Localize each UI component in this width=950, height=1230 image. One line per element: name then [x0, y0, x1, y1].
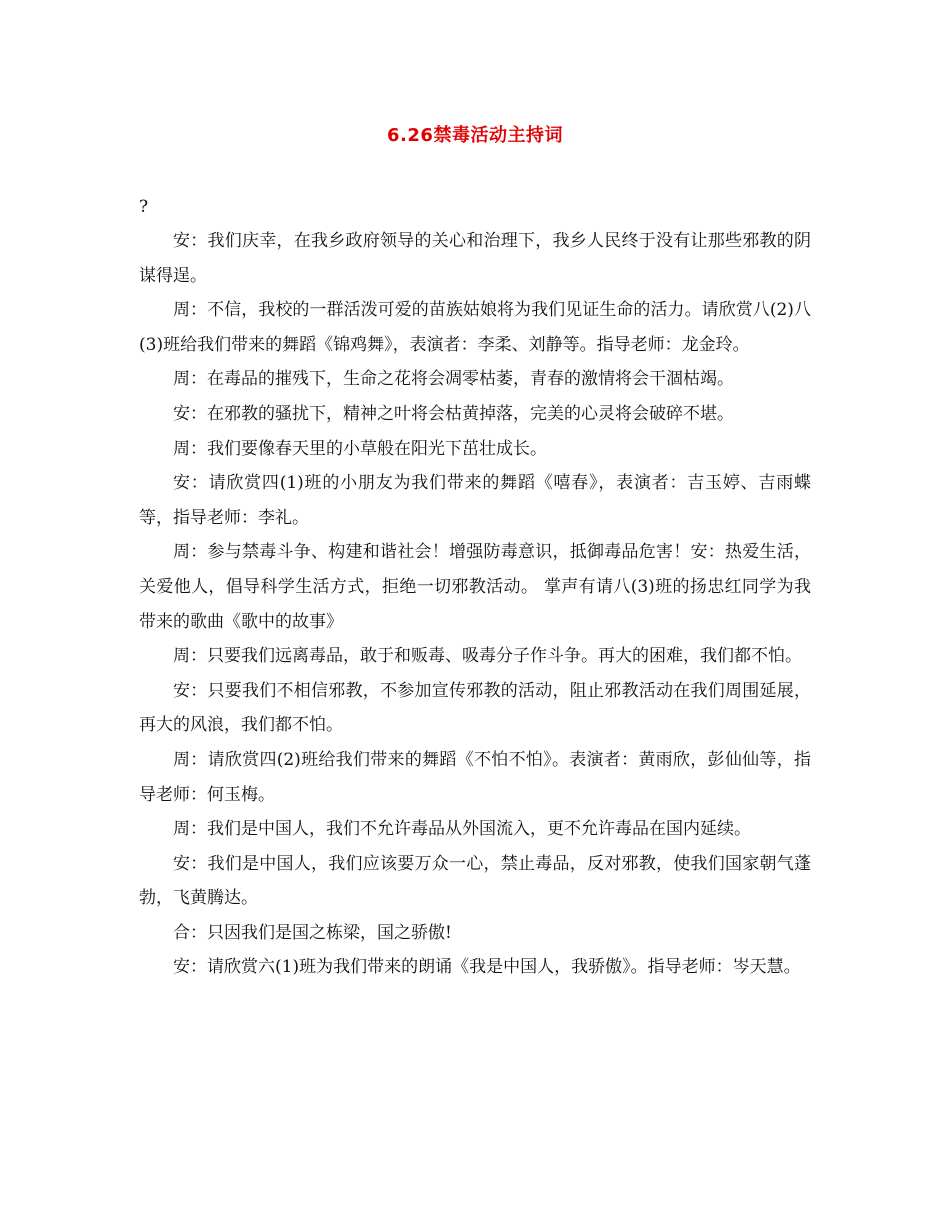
paragraph: 周：在毒品的摧残下，生命之花将会凋零枯萎，青春的激情将会干涸枯竭。 [173, 369, 734, 390]
paragraph: 安：在邪教的骚扰下，精神之叶将会枯黄掉落，完美的心灵将会破碎不堪。 [173, 403, 734, 424]
paragraph: 安：只要我们不相信邪教，不参加宣传邪教的活动，阻止邪教活动在我们周围延展，再大的风浪，我们都不怕。 [139, 680, 811, 736]
paragraph: 周：请欣赏四(2)班给我们带来的舞蹈《不怕不怕》。表演者：黄雨欣，彭仙仙等，指导老师：何玉梅。 [139, 749, 811, 805]
paragraph: 周：参与禁毒斗争、构建和谐社会！增强防毒意识，抵御毒品危害！安：热爱生活，关爱他人，倡导科学生活方式，拒绝一切邪教活动。 掌声有请八(3)班的扬忠红同学为我带来的歌曲《歌中的故事》 [139, 542, 811, 632]
paragraph: 周：我们是中国人，我们不允许毒品从外国流入，更不允许毒品在国内延续。 [173, 819, 751, 840]
paragraph: 周：我们要像春天里的小草般在阳光下茁壮成长。 [173, 438, 547, 459]
paragraph: 安：请欣赏六(1)班为我们带来的朗诵《我是中国人，我骄傲》。指导老师：岑天慧。 [173, 957, 801, 978]
document-body [139, 224, 811, 985]
document-title: 6.26禁毒活动主持词 [387, 125, 563, 146]
paragraph: 合：只因我们是国之栋梁，国之骄傲! [173, 922, 452, 943]
paragraph: 周：只要我们远离毒品，敢于和贩毒、吸毒分子作斗争。再大的困难，我们都不怕。 [173, 646, 802, 667]
paragraph: 安：请欣赏四(1)班的小朋友为我们带来的舞蹈《嘻春》，表演者：吉玉婷、吉雨蝶等，指导老师：李礼。 [139, 473, 811, 528]
paragraph: 周：不信，我校的一群活泼可爱的苗族姑娘将为我们见证生命的活力。请欣赏八(2)八(3)班给我们带来的舞蹈《锦鸡舞》，表演者：李柔、刘静等。指导老师：龙金玲。 [139, 300, 811, 355]
paragraph: 安：我们庆幸，在我乡政府领导的关心和治理下，我乡人民终于没有让那些邪教的阴谋得逞。 [139, 231, 811, 286]
paragraph: 安：我们是中国人，我们应该要万众一心，禁止毒品，反对邪教，使我们国家朝气蓬勃，飞黄腾达。 [139, 853, 811, 909]
lead-mark: ? [139, 197, 149, 217]
